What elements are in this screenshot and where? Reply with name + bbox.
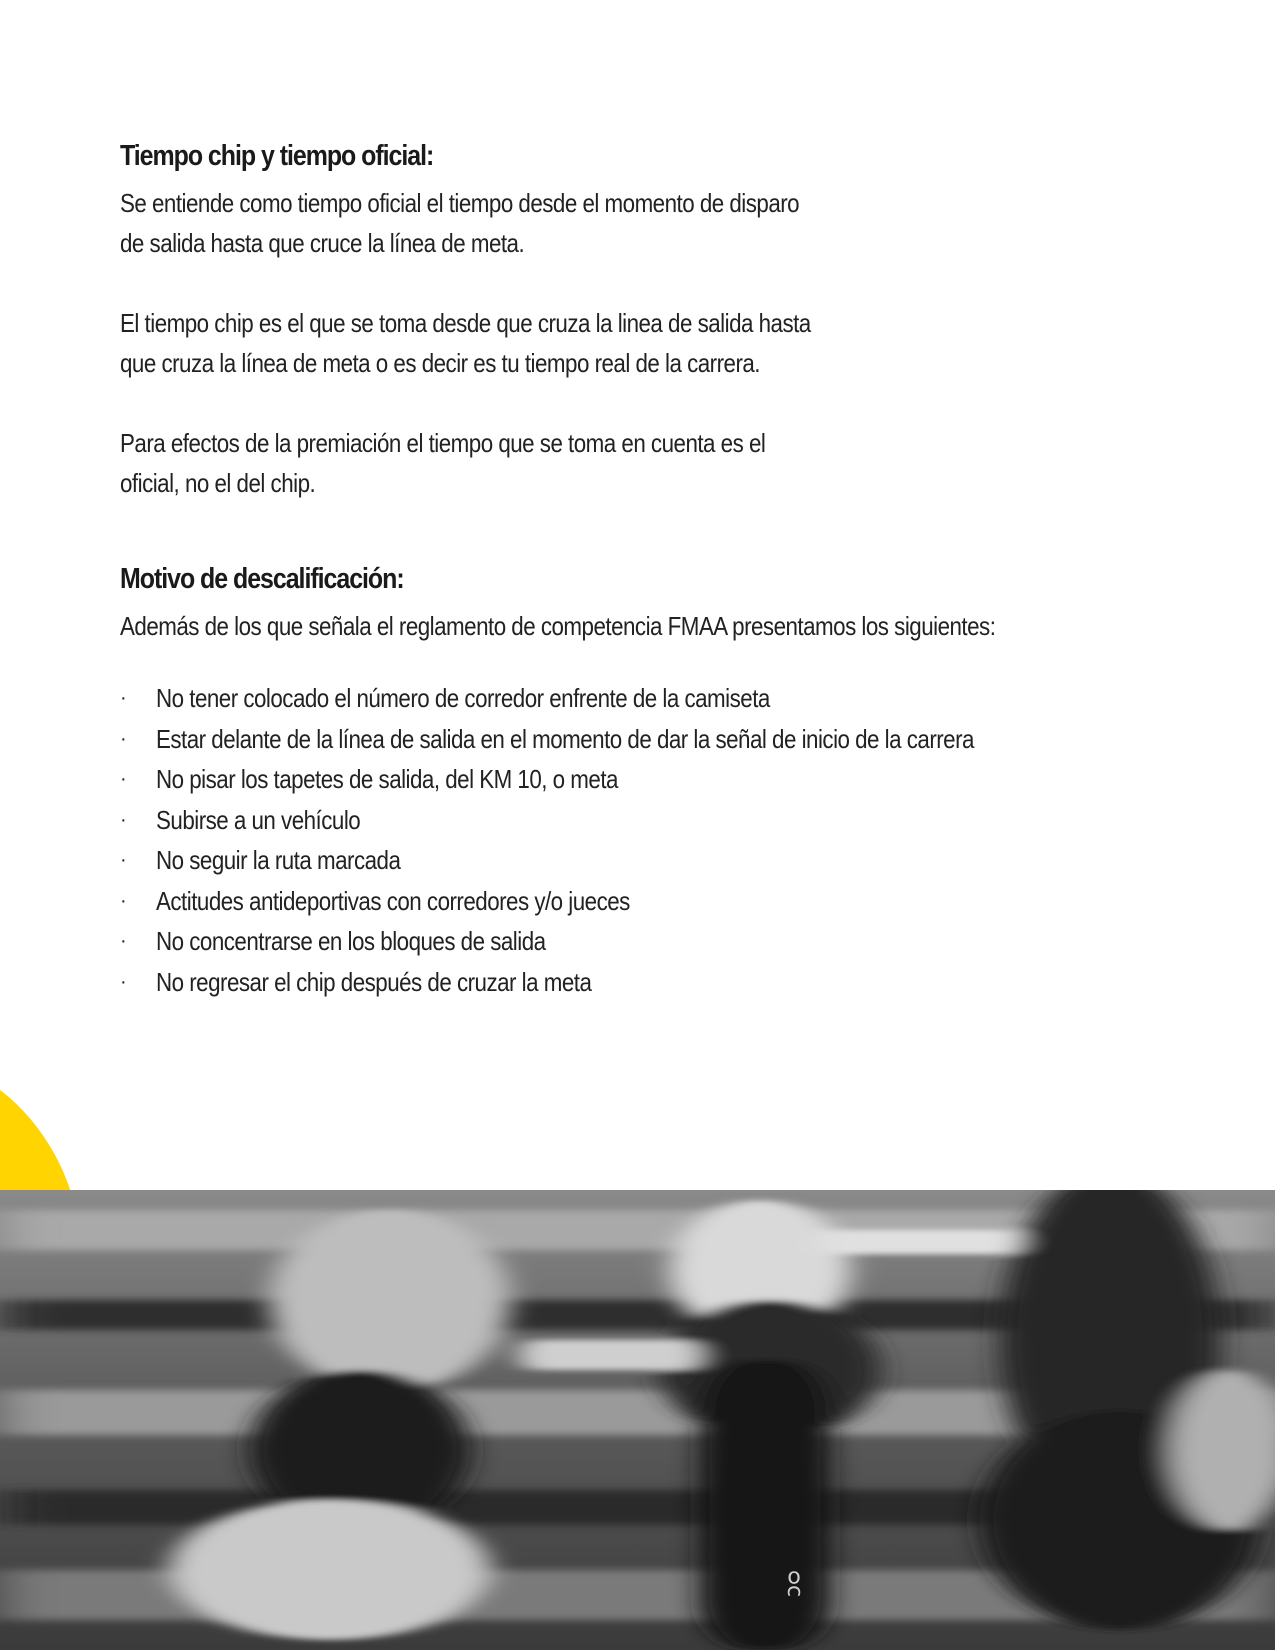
bullet-icon: ·: [120, 808, 127, 831]
runners-photo: [0, 1190, 1275, 1650]
paragraph-disqualification-intro: Además de los que señala el reglamento de competencia FMAA presentamos los siguientes:: [120, 611, 996, 641]
list-item: · No regresar el chip después de cruzar la meta: [120, 962, 1160, 1003]
list-item: · Estar delante de la línea de salida en el momento de dar la señal de inicio de la carrera: [120, 719, 1160, 760]
paragraph-official-time: Se entiende como tiempo oficial el tiempo desde el momento de disparo de salida hasta que cruce la línea de meta.: [120, 188, 800, 258]
list-item: · No pisar los tapetes de salida, del KM 10, o meta: [120, 759, 1160, 800]
list-item: · Actitudes antideportivas con corredores y/o jueces: [120, 881, 1160, 922]
bullet-icon: ·: [120, 849, 127, 871]
disqualification-list: [120, 678, 1160, 1002]
bullet-icon: ·: [120, 768, 127, 790]
section-title-disqualification: Motivo de descalificación:: [120, 563, 404, 595]
paragraph-award-time: Para efectos de la premiación el tiempo que se toma en cuenta es el oficial, no el del chip.: [120, 428, 766, 498]
paragraph-chip-time: El tiempo chip es el que se toma desde que cruza la linea de salida hasta que cruza la línea de meta o es decir es tu tiempo real de la carrera.: [120, 308, 811, 378]
bullet-icon: ·: [120, 889, 127, 912]
shorts-logo: ᴑc: [782, 1570, 807, 1598]
bullet-icon: ·: [120, 727, 127, 750]
bullet-icon: ·: [120, 687, 127, 709]
runners-photo-graphic: [0, 1190, 1275, 1650]
bullet-icon: ·: [120, 930, 127, 952]
list-item: · No tener colocado el número de corredor enfrente de la camiseta: [120, 678, 1160, 719]
list-item: · No seguir la ruta marcada: [120, 840, 1160, 881]
list-item: · Subirse a un vehículo: [120, 800, 1160, 841]
bullet-icon: ·: [120, 970, 127, 993]
document-body: [120, 140, 1160, 1002]
section-title-chip-time: Tiempo chip y tiempo oficial:: [120, 140, 434, 172]
list-item: · No concentrarse en los bloques de salida: [120, 921, 1160, 962]
